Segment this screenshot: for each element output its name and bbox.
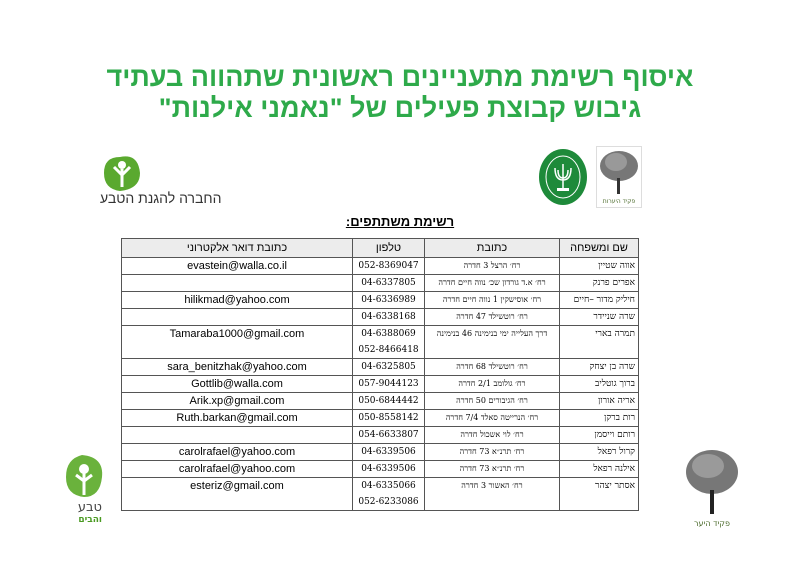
cell-phone: [353, 461, 425, 478]
table-row: [122, 359, 639, 376]
name-text: ברוך גוטליב: [595, 379, 635, 389]
cell-phone: [353, 393, 425, 410]
table-row: [122, 393, 639, 410]
phone-text: 04-6335066: [361, 481, 416, 491]
phone2-text: 052-6233086: [358, 497, 419, 507]
phone-text: 04-6336989: [361, 295, 416, 305]
name-text: חיליק מדור –חיים: [573, 295, 635, 305]
name-text: אילנה רפאל: [593, 464, 635, 474]
table-row: [122, 461, 639, 478]
address-text: רח׳ רוטשילד 68 חדרה: [456, 362, 528, 371]
cell-email: [122, 376, 353, 393]
phone-text: 054-6633807: [358, 430, 419, 440]
phone-text: 050-6844442: [358, 396, 419, 406]
cell-address: [425, 376, 560, 393]
address-text: רח׳ תרנ״א 73 חדרה: [459, 447, 525, 456]
cell-phone: [353, 275, 425, 292]
cell-email: [122, 309, 353, 326]
title-line-1: איסוף רשימת מתעניינים ראשונית שתהווה בעתיד: [106, 62, 694, 92]
address-text: רח׳ הגיבורים 50 חדרה: [456, 396, 528, 405]
address-text: רח׳ רוטשילד 47 חדרה: [456, 312, 528, 321]
phone-text: 04-6337805: [361, 278, 416, 288]
tevah-logo-text: טבע: [77, 500, 102, 515]
cell-address: [425, 292, 560, 309]
address-text: רח׳ תרנ״א 73 חדרה: [459, 464, 525, 473]
table-row: [122, 258, 639, 275]
cell-address: [425, 393, 560, 410]
address-text: רח׳ גולומב 2/1 חדרה: [458, 379, 526, 388]
name-text: אווה שטיין: [598, 261, 635, 271]
table-row: [122, 326, 639, 359]
spni-logo-text: החברה להגנת הטבע: [100, 190, 222, 206]
name-text: שרה שניידר: [593, 312, 635, 322]
email-text[interactable]: carolrafael@yahoo.com: [178, 463, 296, 475]
cell-address: [425, 258, 560, 275]
phone-text: 04-6339506: [361, 447, 416, 457]
name-text: תמרה בארי: [595, 329, 635, 339]
cell-address: [425, 410, 560, 427]
cell-name: [560, 393, 639, 410]
name-text: רותם וייסמן: [594, 430, 635, 440]
cell-name: [560, 376, 639, 393]
forest-logo-caption: פקיד היערות: [602, 198, 636, 205]
cell-phone: [353, 359, 425, 376]
participants-table: [121, 238, 639, 511]
name-text: אפרים פרנק: [592, 278, 635, 288]
email-text[interactable]: hilikmad@yahoo.com: [184, 294, 290, 306]
table-header-row: [122, 239, 639, 258]
address-text: רח׳ לוי אשכול חדרה: [460, 430, 524, 439]
address-text: רח׳ אוסישקין 1 נווה חיים חדרה: [442, 295, 542, 304]
cell-name: [560, 326, 639, 359]
email-text[interactable]: Tamaraba1000@gmail.com: [169, 328, 305, 340]
table-row: [122, 444, 639, 461]
cell-address: [425, 444, 560, 461]
cell-email: [122, 393, 353, 410]
cell-email: [122, 478, 353, 511]
cell-name: [560, 461, 639, 478]
column-header-phone: טלפון: [353, 239, 425, 258]
name-text: שרה בן יצחק: [589, 362, 635, 372]
cell-email: [122, 444, 353, 461]
ministry-agriculture-logo: [538, 148, 588, 206]
email-text[interactable]: carolrafael@yahoo.com: [178, 446, 296, 458]
name-text: קרול רפאל: [597, 447, 635, 457]
phone-text: 057-9044123: [358, 379, 419, 389]
address-text: רח׳ הנרייטה סאלד 7/4 חדרה: [445, 413, 539, 422]
cell-name: [560, 359, 639, 376]
cell-name: [560, 258, 639, 275]
email-text[interactable]: esteriz@gmail.com: [190, 480, 284, 492]
cell-email: [122, 359, 353, 376]
cell-address: [425, 427, 560, 444]
cell-phone: [353, 292, 425, 309]
table-row: [122, 478, 639, 511]
table-row: [122, 309, 639, 326]
cell-name: [560, 410, 639, 427]
forest-tree-logo: [682, 446, 742, 531]
table-row: [122, 275, 639, 292]
table-row: [122, 376, 639, 393]
email-text[interactable]: Arik.xp@gmail.com: [189, 395, 285, 407]
phone-text: 052-8369047: [358, 261, 419, 271]
phone-text: 050-8558142: [358, 413, 419, 423]
cell-email: [122, 292, 353, 309]
tevah-logo: [62, 455, 104, 523]
cell-phone: [353, 326, 425, 359]
cell-email: [122, 410, 353, 427]
email-text[interactable]: evastein@walla.co.il: [187, 260, 287, 272]
column-header-email: כתובת דואר אלקטרוני: [122, 239, 353, 258]
cell-phone: [353, 309, 425, 326]
cell-name: [560, 427, 639, 444]
phone-text: 04-6325805: [361, 362, 416, 372]
cell-phone: [353, 478, 425, 511]
column-header-name: שם ומשפחה: [560, 239, 639, 258]
email-text[interactable]: Gottlib@walla.com: [191, 378, 283, 390]
cell-name: [560, 444, 639, 461]
cell-phone: [353, 376, 425, 393]
cell-name: [560, 275, 639, 292]
cell-name: [560, 292, 639, 309]
cell-email: [122, 427, 353, 444]
participants-list-title: רשימת משתתפים:: [345, 214, 455, 229]
cell-address: [425, 461, 560, 478]
cell-address: [425, 478, 560, 511]
cell-email: [122, 258, 353, 275]
phone-text: 04-6388069: [361, 329, 416, 339]
phone-text: 04-6339506: [361, 464, 416, 474]
cell-name: [560, 309, 639, 326]
cell-email: [122, 275, 353, 292]
address-text: דרך העלייה ימי בנימינה 46 בנימינה: [436, 329, 548, 338]
cell-phone: [353, 410, 425, 427]
cell-email: [122, 461, 353, 478]
email-text[interactable]: sara_benitzhak@yahoo.com: [167, 361, 307, 373]
cell-address: [425, 326, 560, 359]
name-text: אריה אורון: [598, 396, 635, 406]
cell-address: [425, 359, 560, 376]
table-row: [122, 427, 639, 444]
email-text[interactable]: Ruth.barkan@gmail.com: [176, 412, 298, 424]
table-row: [122, 292, 639, 309]
phone-text: 04-6338168: [361, 312, 416, 322]
cell-phone: [353, 427, 425, 444]
spni-logo: [100, 155, 150, 195]
forest-tree-caption: פקיד היער: [694, 519, 730, 528]
cell-address: [425, 275, 560, 292]
address-text: רח׳ האשור 3 חדרה: [461, 481, 523, 490]
address-text: רח׳ הרצל 3 חדרה: [463, 261, 521, 270]
cell-address: [425, 309, 560, 326]
cell-email: [122, 326, 353, 359]
cell-phone: [353, 258, 425, 275]
title-line-2: גיבוש קבוצת פעילים של "נאמני אילנות": [158, 93, 642, 123]
address-text: רח׳ א.ד גורדון שכ׳ נווה חיים חדרה: [438, 278, 546, 287]
cell-name: [560, 478, 639, 511]
table-row: [122, 410, 639, 427]
name-text: אסתר יצהר: [595, 481, 635, 491]
forest-officer-logo: [596, 146, 642, 208]
cell-phone: [353, 444, 425, 461]
name-text: רות ברקן: [604, 413, 635, 423]
tevah-logo-subtext: והבים: [78, 515, 102, 523]
column-header-address: כתובת: [425, 239, 560, 258]
phone2-text: 052-8466418: [358, 345, 419, 355]
